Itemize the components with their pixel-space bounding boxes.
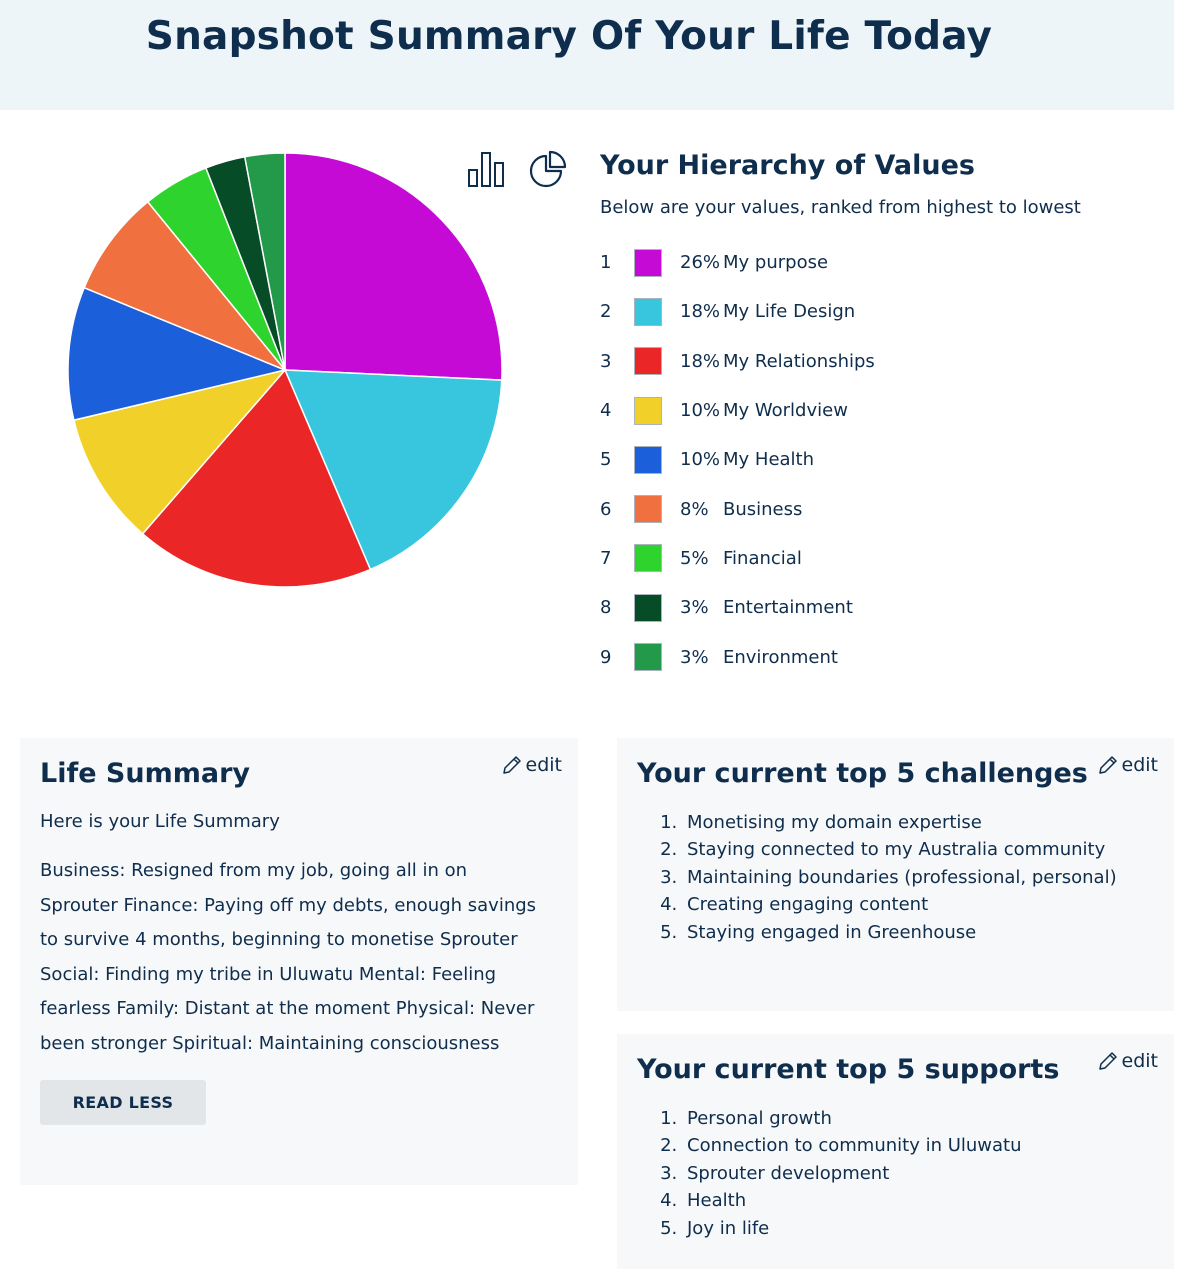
life-summary-title: Life Summary [40, 758, 250, 789]
legend-label: Entertainment [723, 597, 853, 619]
legend-swatch [634, 298, 662, 326]
legend-item [600, 583, 1160, 632]
legend-rank: 3 [600, 350, 612, 372]
legend-label: Environment [723, 646, 838, 668]
legend-rank: 5 [600, 449, 612, 471]
list-item: 1. Personal growth [683, 1105, 1154, 1132]
challenges-title: Your current top 5 challenges [637, 758, 1088, 789]
pie-chart-icon[interactable] [528, 150, 570, 192]
list-item: 1. Monetising my domain expertise [683, 809, 1154, 836]
supports-edit-button[interactable] [1097, 1050, 1158, 1072]
chart-type-switcher [466, 150, 570, 192]
list-item: 3. Maintaining boundaries (professional, personal) [683, 864, 1154, 891]
values-subtitle: Below are your values, ranked from highest to lowest [600, 197, 1081, 218]
pencil-icon [1097, 754, 1119, 776]
legend-percent: 3% [680, 597, 709, 619]
values-legend [600, 238, 1160, 682]
life-summary-intro: Here is your Life Summary [40, 811, 280, 832]
legend-item [600, 435, 1160, 484]
legend-label: My Life Design [723, 301, 856, 323]
legend-swatch [634, 347, 662, 375]
legend-swatch [634, 397, 662, 425]
legend-rank: 2 [600, 301, 612, 323]
legend-rank: 9 [600, 646, 612, 668]
challenges-edit-button[interactable] [1097, 754, 1158, 776]
list-item: 3. Sprouter development [683, 1160, 1154, 1187]
pencil-icon [501, 754, 523, 776]
legend-percent: 8% [680, 498, 709, 520]
page-header [0, 0, 1174, 110]
legend-percent: 3% [680, 646, 709, 668]
legend-percent: 10% [680, 449, 721, 471]
legend-swatch [634, 594, 662, 622]
legend-rank: 8 [600, 597, 612, 619]
pencil-icon [1097, 1050, 1119, 1072]
supports-list [637, 1105, 1154, 1242]
legend-label: My Worldview [723, 400, 848, 422]
legend-label: Business [723, 498, 803, 520]
values-pie-chart [60, 145, 510, 595]
list-item: 4. Health [683, 1187, 1154, 1214]
legend-item [600, 287, 1160, 336]
legend-percent: 10% [680, 400, 721, 422]
values-panel [600, 150, 1160, 682]
list-item: 2. Connection to community in Uluwatu [683, 1132, 1154, 1159]
read-less-button[interactable]: READ LESS [40, 1080, 206, 1125]
list-item: 4. Creating engaging content [683, 891, 1154, 918]
values-title: Your Hierarchy of Values [600, 150, 975, 181]
legend-swatch [634, 643, 662, 671]
legend-item [600, 534, 1160, 583]
life-summary-edit-button[interactable] [501, 754, 562, 776]
challenges-card [617, 738, 1174, 1011]
legend-label: Financial [723, 547, 802, 569]
life-summary-card [20, 738, 578, 1185]
legend-percent: 26% [680, 252, 721, 274]
edit-label: edit [525, 754, 562, 776]
legend-label: My Relationships [723, 350, 875, 372]
legend-swatch [634, 446, 662, 474]
legend-item [600, 238, 1160, 287]
legend-rank: 7 [600, 547, 612, 569]
bar-chart-icon[interactable] [466, 150, 508, 188]
list-item: 2. Staying connected to my Australia community [683, 836, 1154, 863]
legend-label: My Health [723, 449, 815, 471]
legend-rank: 1 [600, 252, 612, 274]
list-item: 5. Staying engaged in Greenhouse [683, 919, 1154, 946]
legend-percent: 18% [680, 350, 721, 372]
legend-item [600, 386, 1160, 435]
legend-percent: 5% [680, 547, 709, 569]
legend-item [600, 484, 1160, 533]
legend-item [600, 632, 1160, 681]
legend-percent: 18% [680, 301, 721, 323]
supports-card [617, 1034, 1174, 1269]
legend-swatch [634, 249, 662, 277]
legend-rank: 4 [600, 400, 612, 422]
challenges-list [637, 809, 1154, 946]
supports-title: Your current top 5 supports [637, 1054, 1060, 1085]
page-title: Snapshot Summary Of Your Life Today [145, 14, 993, 59]
legend-swatch [634, 495, 662, 523]
edit-label: edit [1121, 1050, 1158, 1072]
legend-rank: 6 [600, 498, 612, 520]
legend-label: My purpose [723, 252, 829, 274]
list-item: 5. Joy in life [683, 1215, 1154, 1242]
legend-swatch [634, 544, 662, 572]
edit-label: edit [1121, 754, 1158, 776]
legend-item [600, 337, 1160, 386]
life-summary-text: Business: Resigned from my job, going all in on Sprouter Finance: Paying off my debts, enough savings to survive 4 months, beginning to monetise Sprouter Social: Finding my tribe in Uluwatu Mental: Feeling fearless Family: Distant at the moment Physical: Never been stronger Spiritual: Maintaining consciousness [40, 860, 537, 1054]
